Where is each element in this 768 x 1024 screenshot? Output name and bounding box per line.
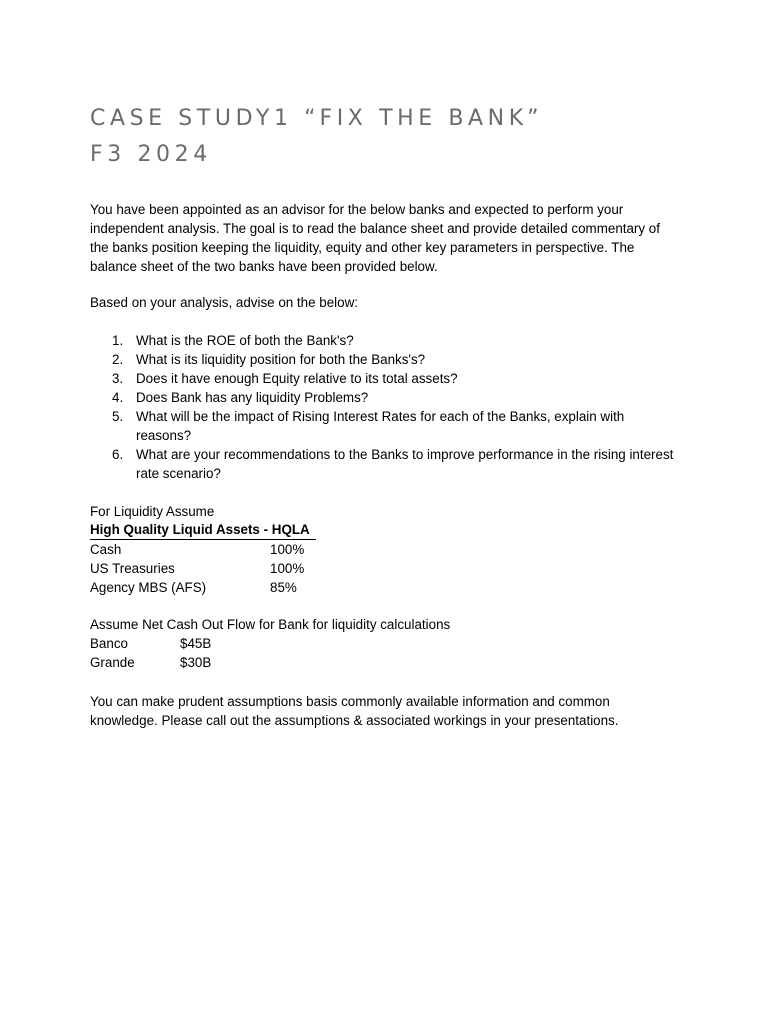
advise-line: Based on your analysis, advise on the below: <box>90 295 358 310</box>
row-label: Cash <box>90 542 122 557</box>
row-label: Agency MBS (AFS) <box>90 580 207 595</box>
document-subtitle: F3 2024 <box>90 142 212 167</box>
document-title: CASE STUDY1 “FIX THE BANK” <box>90 106 544 131</box>
row-value: 100% <box>270 542 305 557</box>
closing-paragraph: You can make prudent assumptions basis commonly available information and common knowledge. Please call out the assumptions & associated workings in your presentations. <box>90 694 619 728</box>
list-item <box>90 350 680 369</box>
list-item <box>90 369 680 388</box>
outflow-intro: Assume Net Cash Out Flow for Bank for liquidity calculations <box>90 617 451 632</box>
list-item-number: 6. <box>112 447 124 462</box>
row-label: Grande <box>90 655 135 670</box>
row-value: $30B <box>180 655 212 670</box>
row-value: $45B <box>180 636 212 651</box>
list-item-text: What is the ROE of both the Bank's? <box>136 333 354 348</box>
liquidity-intro: For Liquidity Assume <box>90 504 215 519</box>
list-item <box>90 445 680 483</box>
list-item-number: 5. <box>112 409 124 424</box>
row-label: Banco <box>90 636 128 651</box>
row-value: 100% <box>270 561 305 576</box>
list-item <box>90 407 680 445</box>
list-item-number: 2. <box>112 352 124 367</box>
list-item-text: What are your recommendations to the Banks to improve performance in the rising interest rate scenario? <box>136 447 674 481</box>
row-label: US Treasuries <box>90 561 175 576</box>
list-item-text: Does it have enough Equity relative to its total assets? <box>136 371 458 386</box>
list-item-number: 1. <box>112 333 124 348</box>
list-item <box>90 388 680 407</box>
intro-paragraph: You have been appointed as an advisor for the below banks and expected to perform your independent analysis. The goal is to read the balance sheet and provide detailed commentary of the banks position keeping the liquidity, equity and other key parameters in perspective. The balance sheet of the two banks have been provided below. <box>90 202 660 274</box>
list-item-number: 3. <box>112 371 124 386</box>
list-item-text: What is its liquidity position for both the Banks's? <box>136 352 426 367</box>
list-item-text: Does Bank has any liquidity Problems? <box>136 390 369 405</box>
questions-list <box>90 331 680 483</box>
list-item-number: 4. <box>112 390 124 405</box>
row-value: 85% <box>270 580 297 595</box>
list-item <box>90 331 680 350</box>
hqla-heading: High Quality Liquid Assets - HQLA <box>90 521 316 540</box>
list-item-text: What will be the impact of Rising Interest Rates for each of the Banks, explain with reasons? <box>136 409 625 443</box>
